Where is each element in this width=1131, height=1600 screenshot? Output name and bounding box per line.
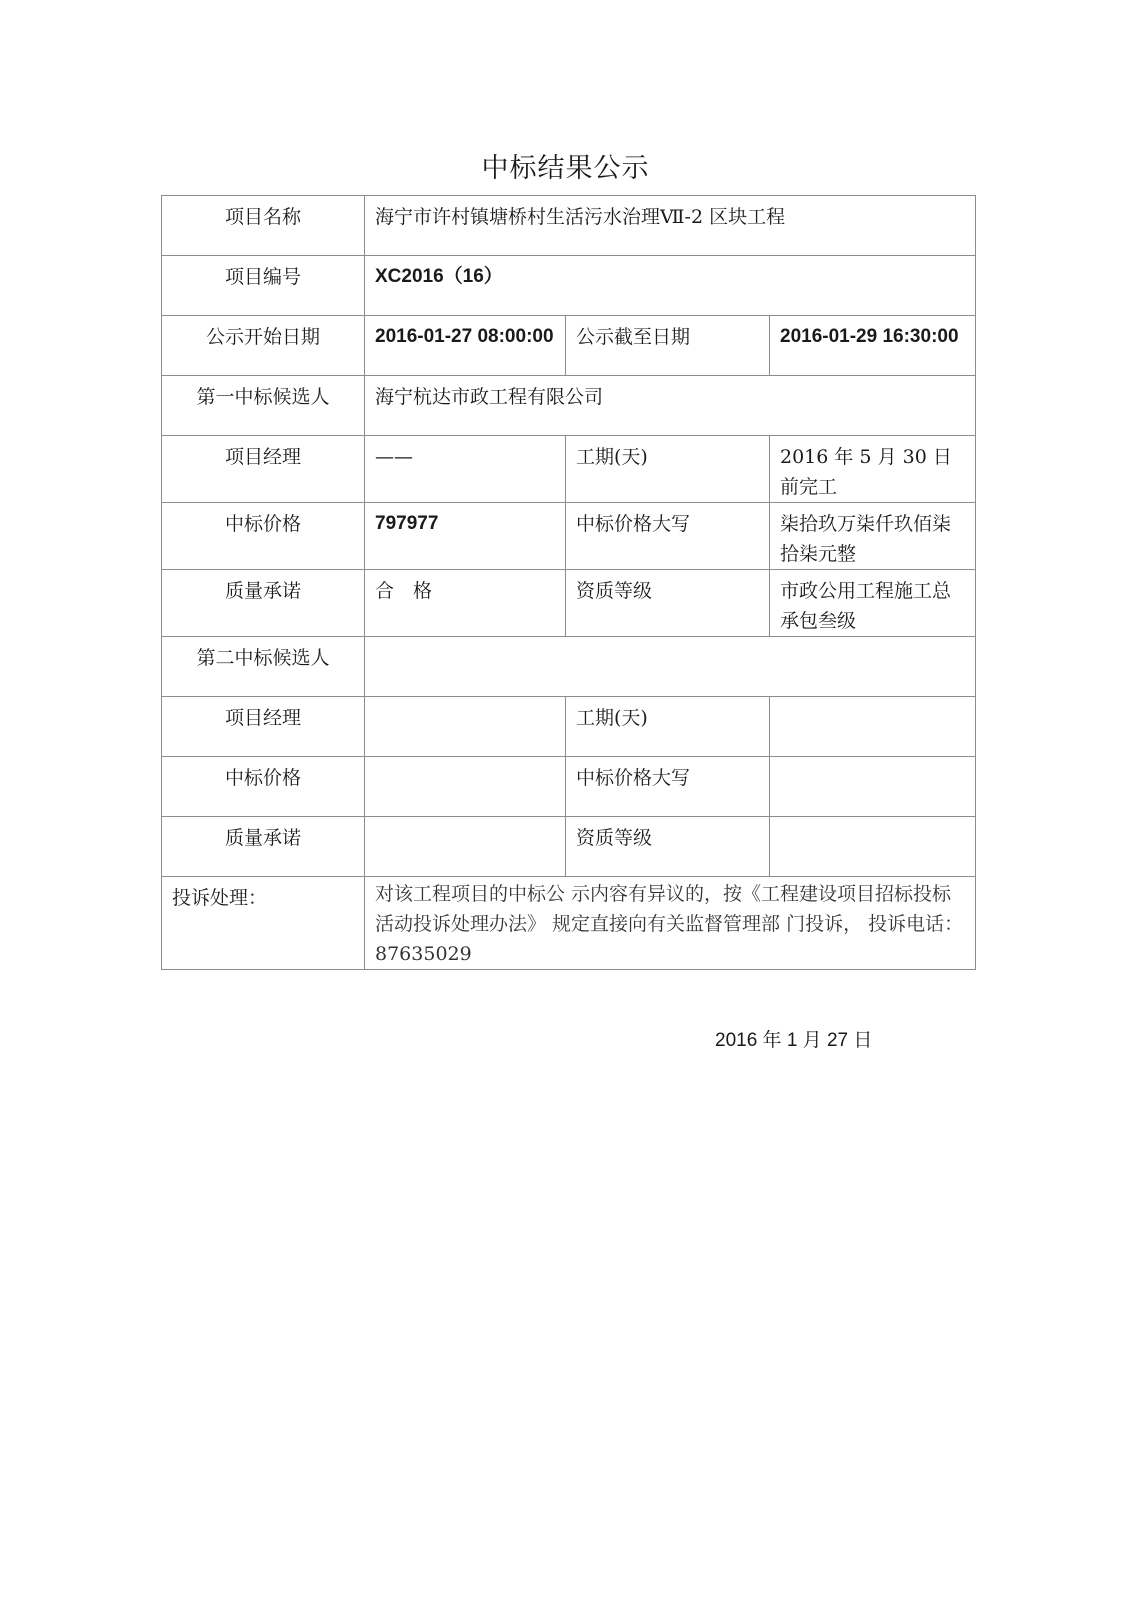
- second-qual-level-value: [770, 817, 976, 877]
- table-row: [162, 256, 976, 316]
- second-candidate-label: 第二中标候选人: [162, 637, 365, 697]
- first-quality-label: 质量承诺: [162, 570, 365, 637]
- project-no-label: 项目编号: [162, 256, 365, 316]
- table-row: [162, 637, 976, 697]
- publication-date: 2016 年 1 月 27 日: [715, 1030, 873, 1051]
- first-manager-label: 项目经理: [162, 436, 365, 503]
- second-period-value: [770, 697, 976, 757]
- project-name-value: 海宁市许村镇塘桥村生活污水治理Ⅶ-2 区块工程: [365, 196, 976, 256]
- publicity-start-label: 公示开始日期: [162, 316, 365, 376]
- second-price-cap-value: [770, 757, 976, 817]
- table-row: [162, 196, 976, 256]
- complaint-label: 投诉处理：: [162, 877, 365, 970]
- first-qual-level-value: 市政公用工程施工总承包叁级: [770, 570, 976, 637]
- second-price-label: 中标价格: [162, 757, 365, 817]
- table-row: [162, 436, 976, 503]
- table-row: [162, 316, 976, 376]
- second-manager-label: 项目经理: [162, 697, 365, 757]
- first-period-value: 2016 年 5 月 30 日前完工: [770, 436, 976, 503]
- complaint-value: 对该工程项目的中标公 示内容有异议的，按《工程建设项目招标投标活动投诉处理办法》 规定直接向有关监督管理部 门投诉， 投诉电话：87635029: [365, 877, 976, 970]
- second-qual-level-label: 资质等级: [566, 817, 770, 877]
- project-name-label: 项目名称: [162, 196, 365, 256]
- publicity-end-value: 2016-01-29 16:30:00: [770, 316, 976, 376]
- table-row: [162, 817, 976, 877]
- publicity-end-label: 公示截至日期: [566, 316, 770, 376]
- second-price-value: [365, 757, 566, 817]
- second-price-cap-label: 中标价格大写: [566, 757, 770, 817]
- table-row: [162, 570, 976, 637]
- first-period-label: 工期(天): [566, 436, 770, 503]
- first-price-cap-value: 柒拾玖万柒仟玖佰柒拾柒元整: [770, 503, 976, 570]
- second-quality-label: 质量承诺: [162, 817, 365, 877]
- first-quality-value: 合 格: [365, 570, 566, 637]
- table-row: [162, 877, 976, 970]
- second-period-label: 工期(天): [566, 697, 770, 757]
- table-row: [162, 503, 976, 570]
- page-title: 中标结果公示: [481, 153, 650, 184]
- table-row: [162, 757, 976, 817]
- first-price-value: 797977: [365, 503, 566, 570]
- first-qual-level-label: 资质等级: [566, 570, 770, 637]
- second-quality-value: [365, 817, 566, 877]
- first-candidate-label: 第一中标候选人: [162, 376, 365, 436]
- first-price-cap-label: 中标价格大写: [566, 503, 770, 570]
- first-price-label: 中标价格: [162, 503, 365, 570]
- second-candidate-value: [365, 637, 976, 697]
- second-manager-value: [365, 697, 566, 757]
- publicity-start-value: 2016-01-27 08:00:00: [365, 316, 566, 376]
- first-manager-value: ——: [365, 436, 566, 503]
- table-row: [162, 376, 976, 436]
- first-candidate-value: 海宁杭达市政工程有限公司: [365, 376, 976, 436]
- table-row: [162, 697, 976, 757]
- result-table: [161, 195, 976, 970]
- project-no-value: XC2016（16）: [365, 256, 976, 316]
